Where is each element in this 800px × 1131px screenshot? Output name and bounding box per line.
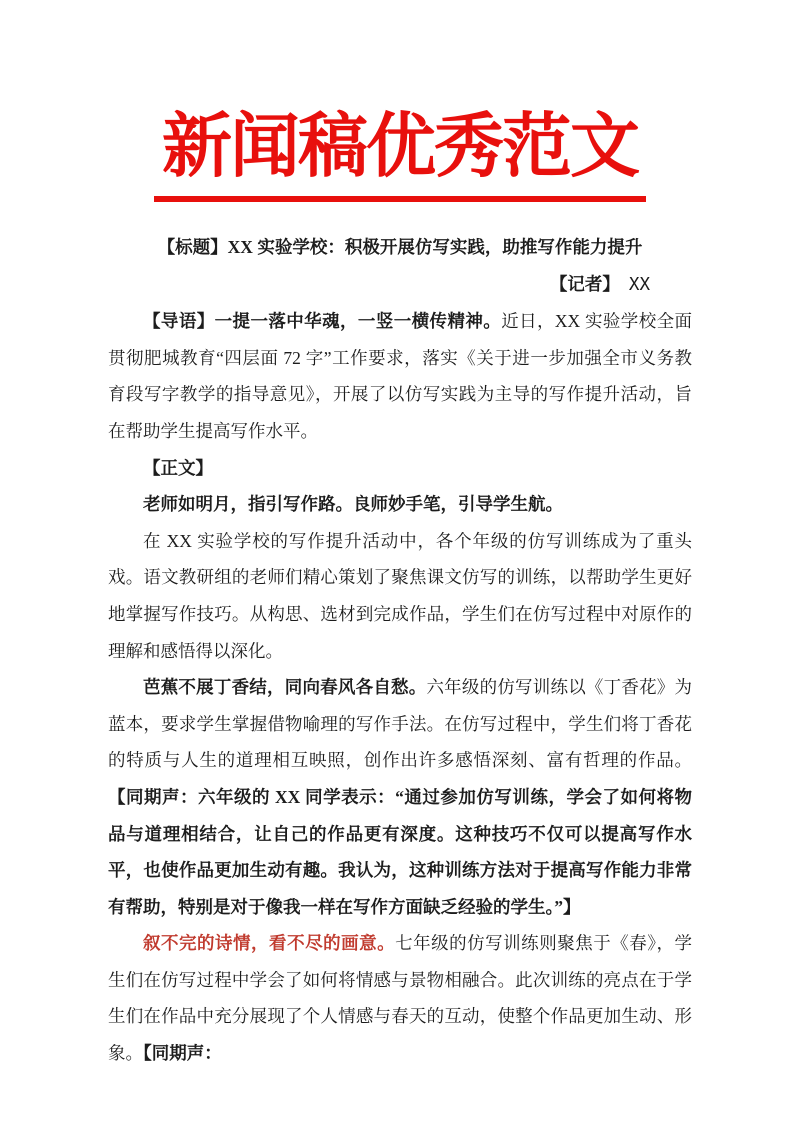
paragraph-overview	[108, 523, 692, 669]
lead-paragraph	[108, 303, 692, 449]
body-label-line	[108, 450, 692, 487]
grade7-motto: 叙不完的诗情，看不尽的画意。	[143, 933, 396, 954]
grade6-sync-quote: 【同期声：六年级的 XX 同学表示：“通过参加仿写训练，学会了如何将物品与道理相结合，让自己的作品更有深度。这种技巧不仅可以提高写作水平，也使作品更加生动有趣。我认为，这种训练方法对于提高写作能力非常有帮助，特别是对于像我一样在写作方面缺乏经验的学生。”】	[108, 786, 692, 917]
body-label: 【正文】	[143, 457, 213, 478]
grade7-sync-label: 【同期声：	[143, 1043, 222, 1064]
grade6-motto: 芭蕉不展丁香结，同向春风各自愁。	[143, 677, 427, 698]
paragraph-grade7	[108, 925, 692, 1071]
lead-text: 近日，XX 实验学校全面贯彻肥城教育“四层面 72 字”工作要求，落实《关于进一步加强全市义务教育段写字教学的指导意见》，开展了以仿写实践为主导的写作提升活动，旨在帮助学生提高写作水平。	[108, 311, 693, 441]
reporter-label: 【记者】	[549, 273, 620, 294]
article-body	[108, 229, 692, 1072]
grade7-text: 七年级的仿写训练则聚焦于《春》，学生们在仿写过程中学会了如何将情感与景物相融合。此次训练的亮点在于学生们在作品中充分展现了个人情感与春天的互动，使整个作品更加生动、形象。	[108, 933, 693, 1064]
lead-label: 【导语】	[143, 311, 215, 332]
headline-text: 【标题】XX 实验学校：积极开展仿写实践，助推写作能力提升	[157, 237, 643, 257]
epigraph-line	[108, 486, 692, 523]
page-title: 新闻稿优秀范文	[154, 104, 646, 202]
reporter-name: XX	[628, 274, 650, 295]
main-title-wrap	[0, 0, 800, 202]
paragraph-grade6	[108, 669, 692, 925]
headline-line	[108, 229, 692, 266]
grade6-text: 六年级的仿写训练以《丁香花》为蓝本，要求学生掌握借物喻理的写作手法。在仿写过程中，学生们将丁香花的特质与人生的道理相互映照，创作出许多感悟深刻、富有哲理的作品。	[108, 677, 693, 771]
lead-motto: 一提一落中华魂，一竖一横传精神。	[214, 311, 502, 332]
epigraph-text: 老师如明月，指引写作路。良师妙手笔，引导学生航。	[143, 494, 563, 515]
reporter-line	[108, 266, 692, 304]
overview-text: 在 XX 实验学校的写作提升活动中，各个年级的仿写训练成为了重头戏。语文教研组的老师们精心策划了聚焦课文仿写的训练，以帮助学生更好地掌握写作技巧。从构思、选材到完成作品，学生们在仿写过程中对原作的理解和感悟得以深化。	[108, 530, 692, 661]
